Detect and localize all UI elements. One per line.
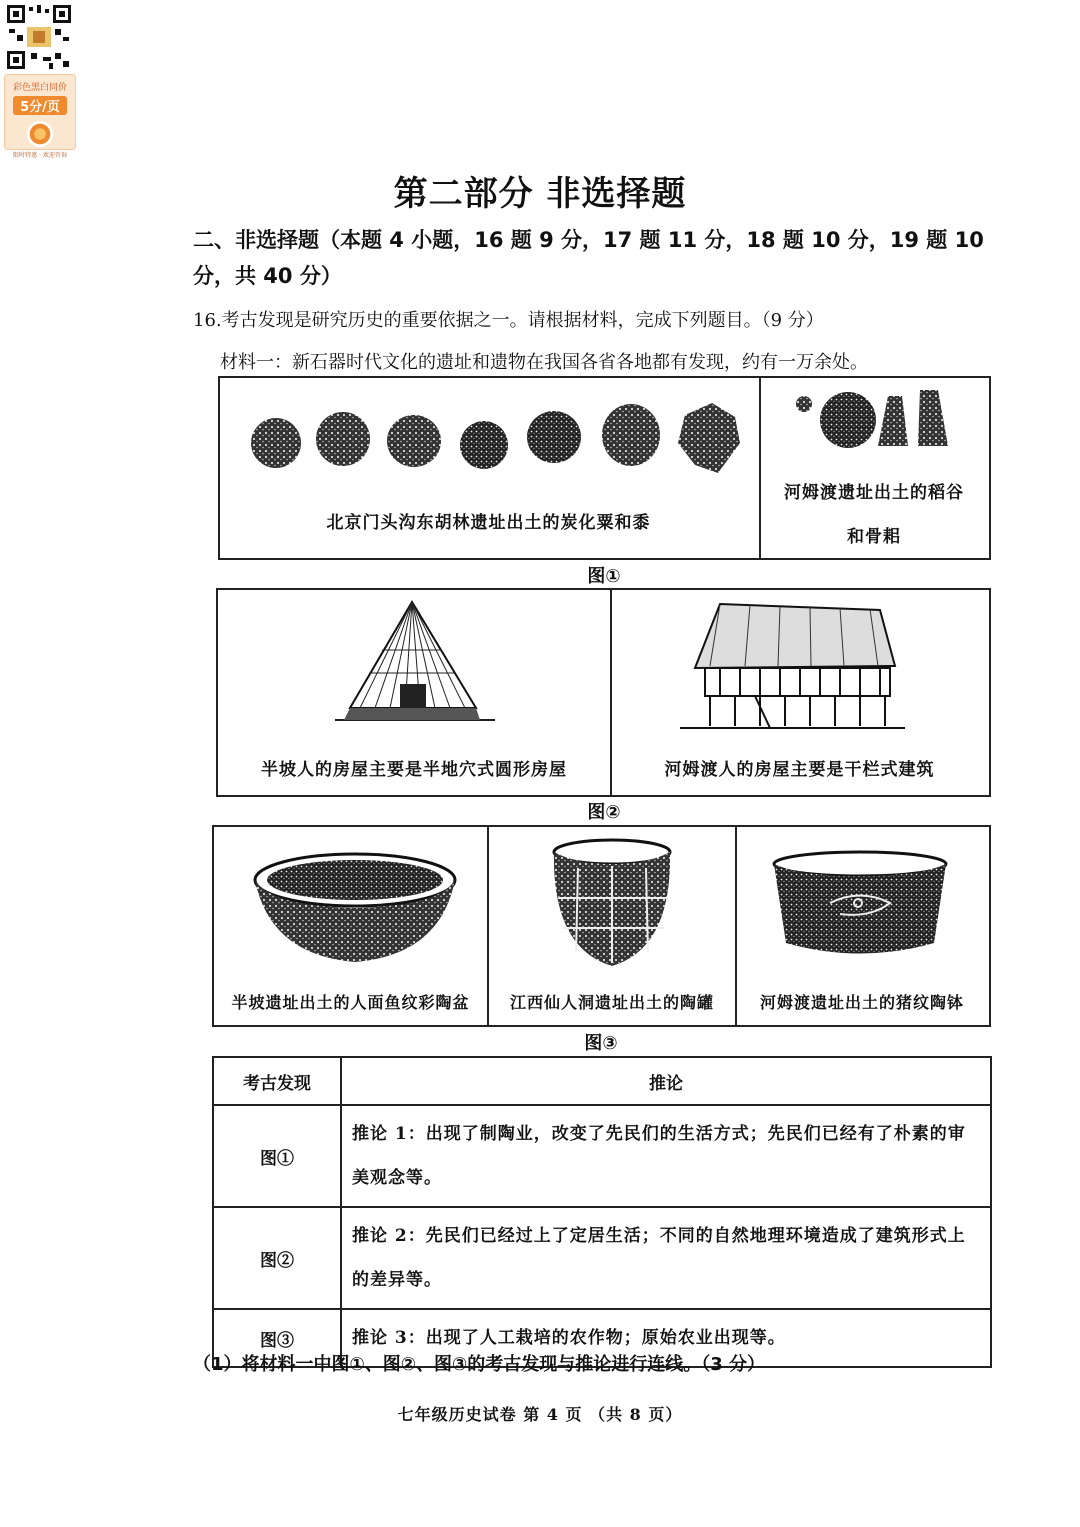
- banpo-fish-basin-image: [250, 850, 460, 970]
- figure-1-right-caption-2: 和骨耜: [847, 527, 901, 547]
- subquestion-1: （1）将材料一中图①、图②、图③的考古发现与推论进行连线。（3 分）: [193, 1354, 766, 1375]
- figure-3-caption-2: 江西仙人洞遗址出土的陶罐: [509, 993, 714, 1012]
- rice-and-bone-spade-image: [790, 388, 960, 448]
- qr-code-graphic: [5, 3, 73, 71]
- qr-code: [5, 3, 73, 71]
- table-cell-inference[interactable]: 推论 3：出现了人工栽培的农作物；原始农业出现等。: [341, 1309, 991, 1367]
- figure-2-left-caption: 半坡人的房屋主要是半地穴式圆形房屋: [261, 760, 567, 780]
- question-16: 16.考古发现是研究历史的重要依据之一。请根据材料，完成下列题目。（9 分）: [193, 310, 824, 331]
- page-footer: 七年级历史试卷 第 4 页 （共 8 页）: [397, 1405, 683, 1424]
- table-header-discovery: 考古发现: [213, 1057, 341, 1105]
- table-cell-figure[interactable]: 图①: [213, 1105, 341, 1207]
- figure-1-left-caption: 北京门头沟东胡林遗址出土的炭化粟和黍: [326, 513, 651, 533]
- table-cell-figure[interactable]: 图③: [213, 1309, 341, 1367]
- xianrendong-pottery-jar-image: [548, 838, 678, 973]
- table-row: [213, 1105, 991, 1207]
- table-cell-inference[interactable]: 推论 1：出现了制陶业，改变了先民们的生活方式；先民们已经有了朴素的审美观念等。: [341, 1105, 991, 1207]
- figure-3-caption-3: 河姆渡遗址出土的猪纹陶钵: [759, 993, 964, 1012]
- table-cell-figure[interactable]: 图②: [213, 1207, 341, 1309]
- hemudu-pig-bowl-image: [770, 848, 950, 963]
- banpo-round-house-image: [330, 598, 500, 728]
- millet-grains-image: [240, 395, 750, 485]
- figure-1-label: 图①: [587, 566, 621, 587]
- table-header-row: [213, 1057, 991, 1105]
- ad-logo-icon: [27, 121, 53, 147]
- table-row: [213, 1207, 991, 1309]
- page-title: 第二部分 非选择题: [393, 174, 687, 214]
- section-heading: 二、非选择题（本题 4 小题，16 题 9 分，17 题 11 分，18 题 10 分，19 题 10 分，共 40 分）: [193, 228, 984, 288]
- hemudu-stilt-house-image: [680, 596, 905, 736]
- ad-price: 5分/页: [13, 96, 67, 115]
- material-1: 材料一：新石器时代文化的遗址和遗物在我国各省各地都有发现，约有一万余处。: [220, 352, 868, 373]
- ad-card[interactable]: [4, 74, 76, 159]
- figure-3-label: 图③: [584, 1033, 618, 1054]
- inference-table: [212, 1056, 992, 1368]
- figure-2-right-caption: 河姆渡人的房屋主要是干栏式建筑: [664, 760, 935, 780]
- table-cell-inference[interactable]: 推论 2：先民们已经过上了定居生活；不同的自然地理环境造成了建筑形式上的差异等。: [341, 1207, 991, 1309]
- figure-3-caption-1: 半坡遗址出土的人面鱼纹彩陶盆: [231, 993, 470, 1012]
- figure-2-label: 图②: [587, 802, 621, 823]
- table-header-inference: 推论: [341, 1057, 991, 1105]
- ad-foot-text: 限时特惠 · 欢迎咨询: [13, 152, 67, 159]
- ad-top-text: 彩色黑白同价: [12, 83, 67, 93]
- figure-1-right-caption-1: 河姆渡遗址出土的稻谷: [784, 483, 964, 503]
